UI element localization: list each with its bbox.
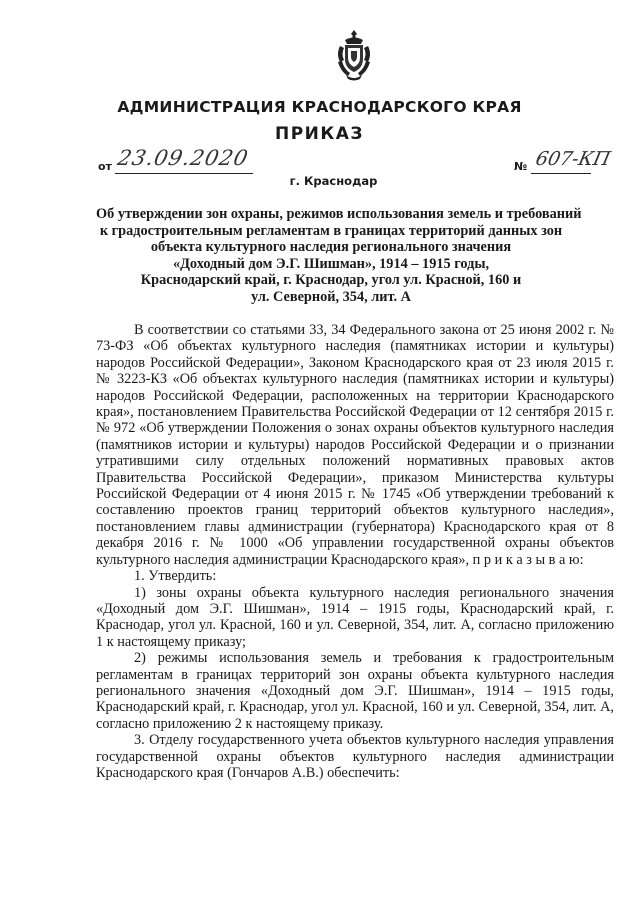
city-name: г. Краснодар xyxy=(289,174,378,188)
clause-paragraph: 1) зоны охраны объекта культурного наследия регионального значения «Доходный дом Э.Г. Шишман», 1914 – 1915 годы, Краснодарский край, г. Краснодар, угол ул. Красной, 160 и ул. Северной, 354, лит. А, согласно приложению 1 к настоящему приказу; xyxy=(96,584,614,650)
title-line: ул. Северной, 354, лит. А xyxy=(251,288,411,305)
title-line: «Доходный дом Э.Г. Шишман», 1914 – 1915 годы, xyxy=(172,255,490,272)
date-label: от xyxy=(98,160,112,173)
number-label: № xyxy=(514,160,528,173)
title-line: к градостроительным регламентам в границах территорий данных зон xyxy=(99,222,563,239)
order-title xyxy=(96,206,582,306)
title-line: Об утверждении зон охраны, режимов использования земель и требований xyxy=(96,206,582,222)
title-line: Краснодарский край, г. Краснодар, угол ул. Красной, 160 и xyxy=(140,272,522,289)
organization-name: АДМИНИСТРАЦИЯ КРАСНОДАРСКОГО КРАЯ xyxy=(117,98,522,116)
document-type: ПРИКАЗ xyxy=(274,124,365,144)
clause-paragraph: 1. Утвердить: xyxy=(134,568,217,585)
title-line: объекта культурного наследия регионального значения xyxy=(150,239,512,256)
preamble-paragraph: В соответствии со статьями 33, 34 Федерального закона от 25 июня 2002 г. № 73-ФЗ «Об объектах культурного наследия (памятниках истории и культуры) народов Российской Федерации», Законом Краснодарского края от 23 июля 2015 г. № 3223-КЗ «Об объектах культурного наследия (памятниках истории и культуры) народов Российской Федерации, расположенных на территории Краснодарского края», постановлением Правительства Российской Федерации от 12 сентября 2015 г. № 972 «Об утверждении Положения о зонах охраны объектов культурного наследия (памятников истории и культуры) народов Российской Федерации и о признании утратившими силу отдельных положений нормативных правовых актов Правительства Российской Федерации», приказом Министерства культуры Российской Федерации от 4 июня 2015 г. № 1745 «Об утверждении требований к составлению проектов границ территорий объектов культурного наследия», постановлением главы администрации (губернатора) Краснодарского края от 8 декабря 2016 г. № 1000 «Об управлении государственной охраны объектов культурного наследия администрации Краснодарского края», п р и к а з ы в а ю: xyxy=(96,322,614,568)
order-body xyxy=(96,322,614,781)
date-handwritten: 23.09.2020 xyxy=(115,146,251,170)
coat-of-arms-emblem xyxy=(334,28,374,82)
number-handwritten: 607-КП xyxy=(533,148,613,170)
clause-paragraph: 3. Отделу государственного учета объектов культурного наследия управления государственной охраны объектов культурного наследия администрации Краснодарского края (Гончаров А.В.) обеспечить: xyxy=(96,732,614,781)
clause-paragraph: 2) режимы использования земель и требования к градостроительным регламентам в границах территорий зон охраны объекта культурного наследия регионального значения «Доходный дом Э.Г. Шишман», 1914 – 1915 годы, Краснодарский край, г. Краснодар, угол ул. Красной, 160 и ул. Северной, 354, лит. А, согласно приложению 2 к настоящему приказу. xyxy=(96,650,614,732)
